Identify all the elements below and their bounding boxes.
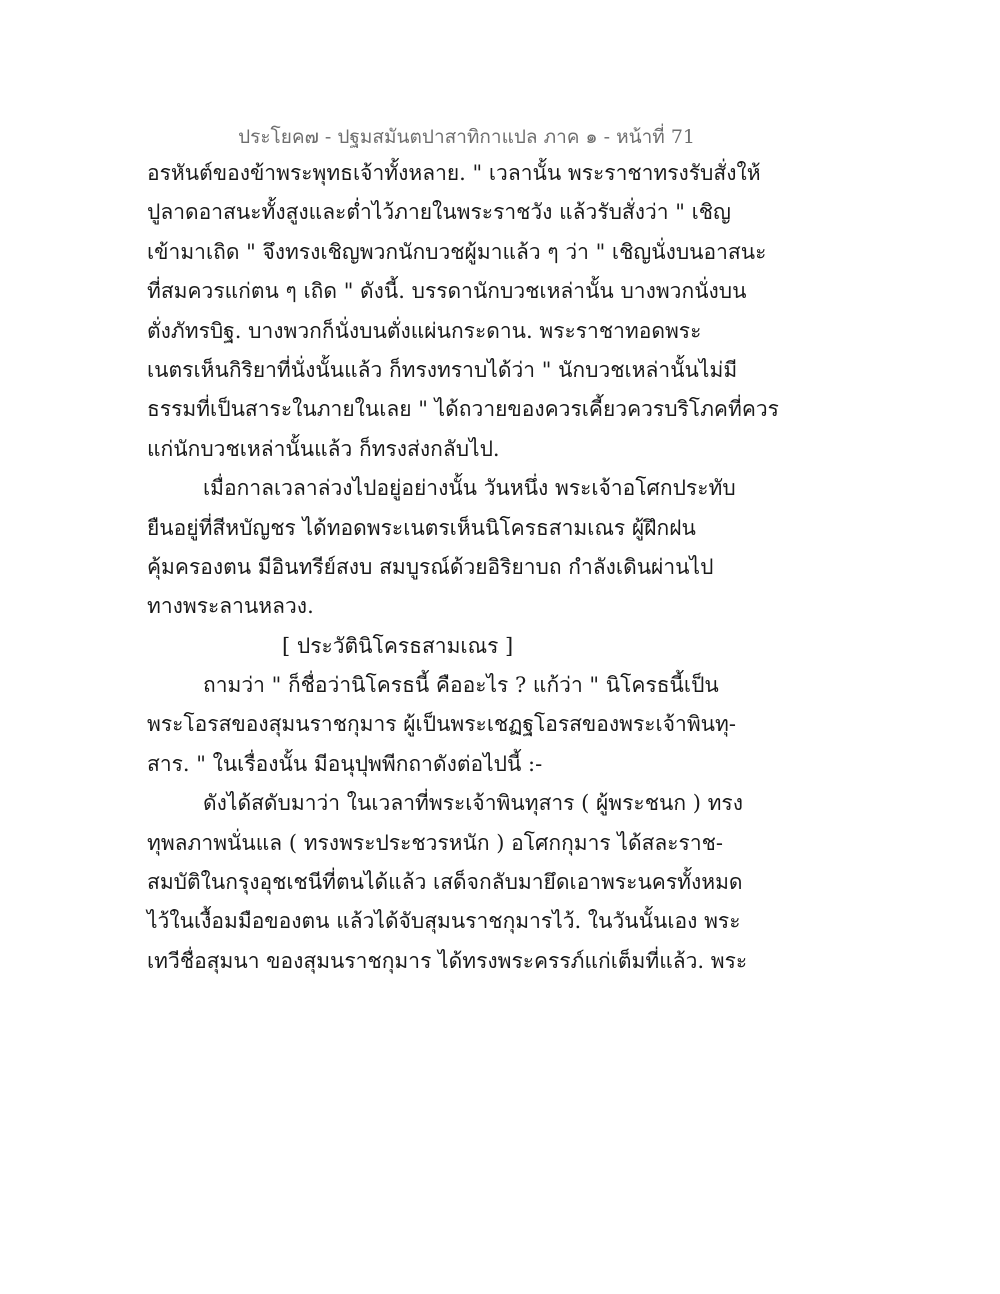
paragraph-1 bbox=[147, 154, 779, 469]
text-line: ทางพระลานหลวง. bbox=[147, 594, 314, 619]
text-line: พระโอรสของสุมนราชกุมาร ผู้เป็นพระเชฏฐโอรสของพระเจ้าพินทุ- bbox=[147, 712, 736, 737]
page-running-head: ประโยค๗ - ปฐมสมันตปาสาทิกาแปล ภาค ๑ - หน้าที่ 71 bbox=[238, 126, 695, 148]
text-line: ดังได้สดับมาว่า ในเวลาที่พระเจ้าพินทุสาร ( ผู้พระชนก ) ทรง bbox=[203, 791, 743, 816]
paragraph-2 bbox=[147, 469, 736, 627]
text-line: เนตรเห็นกิริยาที่นั่งนั้นแล้ว ก็ทรงทราบได้ว่า " นักบวชเหล่านั้นไม่มี bbox=[147, 357, 738, 382]
text-line: ทุพลภาพนั่นแล ( ทรงพระประชวรหนัก ) อโศกกุมาร ได้สละราช- bbox=[147, 830, 723, 855]
paragraph-4 bbox=[147, 784, 748, 981]
text-line: ตั่งภัทรบิฐ. บางพวกก็นั่งบนตั่งแผ่นกระดาน. พระราชาทอดพระ bbox=[147, 318, 702, 343]
section-heading: [ ประวัตินิโครธสามเณร ] bbox=[282, 633, 514, 658]
text-line: แก่นักบวชเหล่านั้นแล้ว ก็ทรงส่งกลับไป. bbox=[147, 436, 500, 461]
text-line: อรหันต์ของข้าพระพุทธเจ้าทั้งหลาย. " เวลานั้น พระราชาทรงรับสั่งให้ bbox=[147, 161, 761, 185]
text-line: สมบัติในกรุงอุชเชนีที่ตนได้แล้ว เสด็จกลับมายึดเอาพระนครทั้งหมด bbox=[147, 870, 743, 895]
text-line: เมื่อกาลเวลาล่วงไปอยู่อย่างนั้น วันหนึ่ง พระเจ้าอโศกประทับ bbox=[203, 476, 736, 501]
text-line: ปูลาดอาสนะทั้งสูงและต่ำไว้ภายในพระราชวัง แล้วรับสั่งว่า " เชิญ bbox=[147, 200, 731, 225]
page-body bbox=[147, 154, 779, 981]
text-line: ยืนอยู่ที่สีหบัญชร ได้ทอดพระเนตรเห็นนิโครธสามเณร ผู้ฝึกฝน bbox=[147, 515, 696, 540]
text-line: เทวีชื่อสุมนา ของสุมนราชกุมาร ได้ทรงพระครรภ์แก่เต็มที่แล้ว. พระ bbox=[147, 948, 748, 973]
text-line: ธรรมที่เป็นสาระในภายในเลย " ได้ถวายของควรเคี้ยวควรบริโภคที่ควร bbox=[147, 397, 779, 422]
text-line: เข้ามาเถิด " จึงทรงเชิญพวกนักบวชผู้มาแล้ว ๆ ว่า " เชิญนั่งบนอาสนะ bbox=[147, 239, 767, 264]
text-line: ไว้ในเงื้อมมือของตน แล้วได้จับสุมนราชกุมารไว้. ในวันนั้นเอง พระ bbox=[147, 909, 741, 934]
text-line: ถามว่า " ก็ชื่อว่านิโครธนี้ คืออะไร ? แก้ว่า " นิโครธนี้เป็น bbox=[203, 673, 719, 698]
paragraph-3 bbox=[147, 666, 736, 784]
text-line: คุ้มครองตน มีอินทรีย์สงบ สมบูรณ์ด้วยอิริยาบถ กำลังเดินผ่านไป bbox=[147, 554, 714, 579]
text-line: สาร. " ในเรื่องนั้น มีอนุปุพพีกถาดังต่อไปนี้ :- bbox=[147, 751, 543, 776]
text-line: ที่สมควรแก่ตน ๆ เถิด " ดังนี้. บรรดานักบวชเหล่านั้น บางพวกนั่งบน bbox=[147, 279, 747, 304]
